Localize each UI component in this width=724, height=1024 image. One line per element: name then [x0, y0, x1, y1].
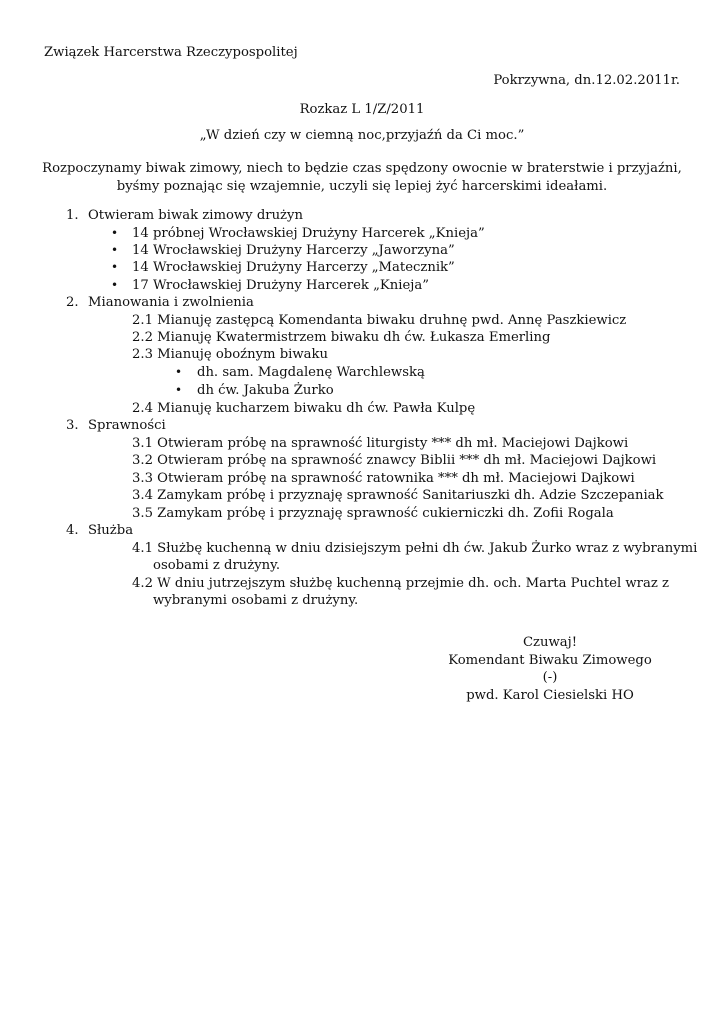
section-number: 2. [66, 295, 79, 310]
section-number: 1. [66, 208, 79, 223]
list-item: 2.4 Mianuję kucharzem biwaku dh ćw. Pawła Kulpę [132, 401, 476, 416]
bullet-dot-icon: • [111, 260, 119, 274]
list-item-continuation: osobami z drużyny. [153, 558, 281, 573]
list-item: 14 Wrocławskiej Drużyny Harcerzy „Matecznik” [132, 260, 455, 275]
order-number: Rozkaz L 1/Z/2011 [299, 102, 425, 117]
section-number: 4. [66, 523, 79, 538]
list-item-continuation: wybranymi osobami z drużyny. [153, 593, 359, 608]
bullet-dot-icon: • [111, 226, 119, 240]
signature-block [400, 634, 700, 704]
list-item: 2.3 Mianuję oboźnym biwaku [132, 347, 329, 362]
bullet-dot-icon: • [175, 365, 183, 379]
list-item: 3.3 Otwieram próbę na sprawność ratownika *** dh mł. Maciejowi Dajkowi [132, 471, 635, 486]
list-item: 3.4 Zamykam próbę i przyznaję sprawność Sanitariuszki dh. Adzie Szczepaniak [132, 488, 664, 503]
list-item: 3.2 Otwieram próbę na sprawność znawcy Biblii *** dh mł. Maciejowi Dajkowi [132, 453, 657, 468]
intro-line: byśmy poznając się wzajemnie, uczyli się lepiej żyć harcerskimi ideałami. [116, 178, 608, 194]
motto: „W dzień czy w ciemną noc,przyjaźń da Ci moc.” [199, 128, 525, 143]
signature-name: pwd. Karol Ciesielski HO [466, 687, 634, 703]
list-item: dh. sam. Magdalenę Warchlewską [197, 365, 425, 380]
list-item: dh ćw. Jakuba Żurko [197, 383, 334, 398]
list-item: 4.2 W dniu jutrzejszym służbę kuchenną przejmie dh. och. Marta Puchtel wraz z [132, 576, 669, 591]
signature-role: Komendant Biwaku Zimowego [448, 652, 652, 668]
section-number: 3. [66, 418, 79, 433]
list-item: 3.5 Zamykam próbę i przyznaję sprawność cukierniczki dh. Zofii Rogala [132, 506, 614, 521]
place-and-date: Pokrzywna, dn.12.02.2011r. [493, 73, 680, 88]
signature-greeting: Czuwaj! [522, 635, 578, 650]
signature-mark: (-) [542, 670, 558, 685]
list-item: 14 Wrocławskiej Drużyny Harcerzy „Jaworzyna” [132, 243, 455, 258]
list-item: 3.1 Otwieram próbę na sprawność liturgisty *** dh mł. Maciejowi Dajkowi [132, 436, 629, 451]
section-title: Mianowania i zwolnienia [88, 295, 254, 310]
bullet-dot-icon: • [111, 278, 119, 292]
list-item: 17 Wrocławskiej Drużyny Harcerek „Knieja” [132, 278, 429, 293]
list-item: 4.1 Służbę kuchenną w dniu dzisiejszym pełni dh ćw. Jakub Żurko wraz z wybranymi [132, 541, 698, 556]
organization-name: Związek Harcerstwa Rzeczypospolitej [44, 45, 298, 60]
bullet-dot-icon: • [111, 243, 119, 257]
intro-paragraph [40, 160, 684, 195]
section-title: Służba [88, 523, 134, 538]
section-title: Sprawności [88, 418, 166, 433]
bullet-dot-icon: • [175, 383, 183, 397]
list-item: 14 próbnej Wrocławskiej Drużyny Harcerek „Knieja” [132, 226, 485, 241]
list-item: 2.2 Mianuję Kwatermistrzem biwaku dh ćw. Łukasza Emerling [132, 330, 551, 345]
intro-line: Rozpoczynamy biwak zimowy, niech to będzie czas spędzony owocnie w braterstwie i przyjaźni, [42, 161, 682, 176]
section-title: Otwieram biwak zimowy drużyn [88, 208, 303, 223]
list-item: 2.1 Mianuję zastępcą Komendanta biwaku druhnę pwd. Annę Paszkiewicz [132, 313, 627, 328]
